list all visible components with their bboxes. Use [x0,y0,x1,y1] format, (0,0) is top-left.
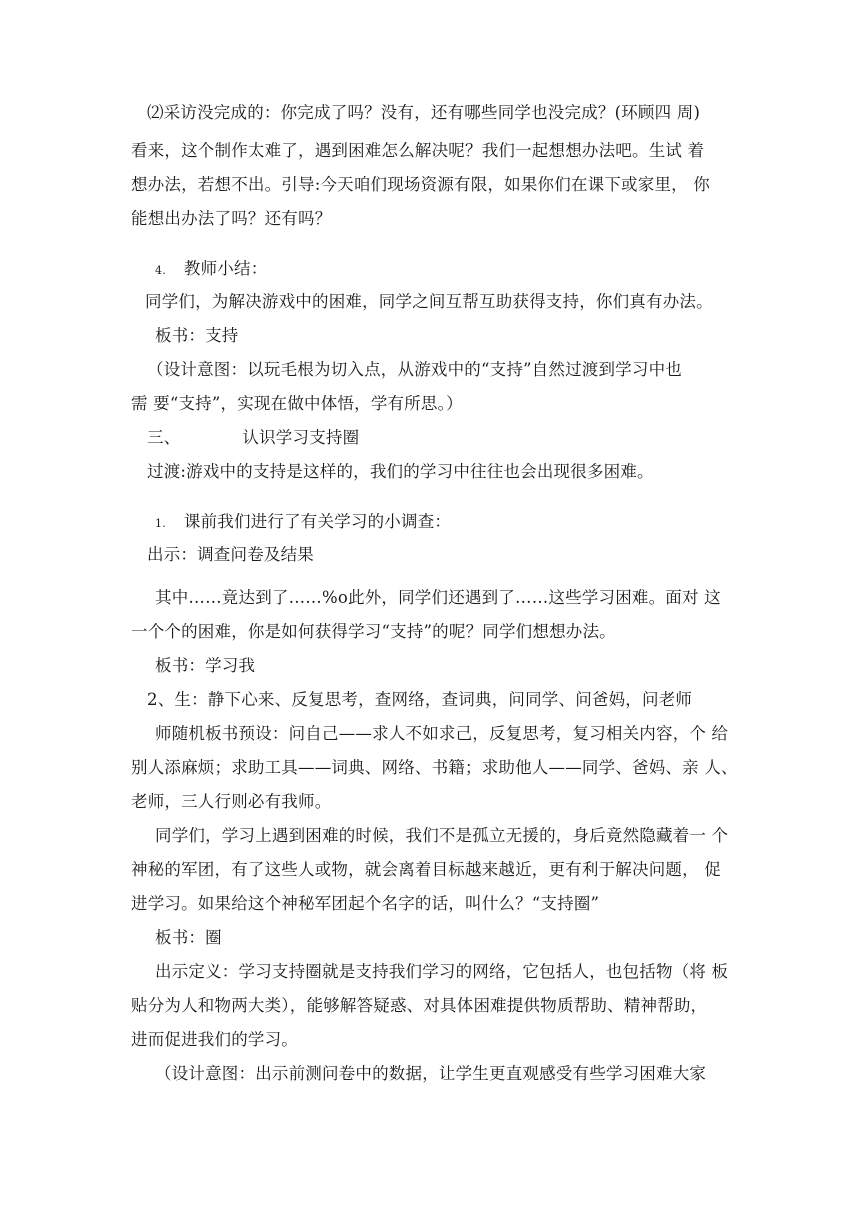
text-line: 同学们，为解决游戏中的困难，同学之间互帮互助获得支持，你们真有办法。 [145,292,713,311]
list-item-text: 课前我们进行了有关学习的小调查： [183,512,452,531]
text-line: ⑵采访没完成的：你完成了吗？没有，还有哪些同学也没完成？(环顾四 周) [147,103,701,122]
text-line: 贴分为人和物两大类），能够解答疑惑、对具体困难提供物质帮助、精神帮助， [131,996,708,1015]
text-line: 需 要“支持”，实现在做中体悟，学有所思。） [131,394,463,413]
text-line: 老师，三人行则必有我师。 [131,792,332,811]
list-number: 1. [155,517,166,530]
section-title: 认识学习支持圈 [242,428,360,447]
text-line: 神秘的军团，有了这些人或物，就会离着目标越来越近，更有利于解决问题， 促 [131,860,721,879]
text-line: 出示定义：学习支持圈就是支持我们学习的网络，它包括人，也包括物（将 板 [155,962,729,981]
text-line: 进学习。如果给这个神秘军团起个名字的话，叫什么？“支持圈” [131,894,600,913]
blackboard-note: 板书：支持 [155,326,239,345]
section-heading [147,426,359,450]
section-number: 三、 [147,428,181,447]
blackboard-note: 板书：学习我 [155,656,256,675]
design-intent: （设计意图：以玩毛根为切入点，从游戏中的“支持”自然过渡到学习中也 [147,360,682,379]
text-line: 别人添麻烦；求助工具——词典、网络、书籍；求助他人——同学、爸妈、亲 人、 [131,758,738,777]
text-line: 2、生：静下心来、反复思考，查网络，查词典，问同学、问爸妈，问老师 [147,690,693,709]
text-line: 想办法，若想不出。引导:今天咱们现场资源有限，如果你们在课下或家里， 你 [131,175,711,194]
list-item [155,257,267,283]
text-line: 出示：调查问卷及结果 [147,545,314,564]
list-item [155,510,451,536]
list-number: 4. [155,264,166,277]
text-line: 师随机板书预设：问自己——求人不如求己，反复思考，复习相关内容，个 给 [155,724,729,743]
text-line: 其中……竟达到了……%o此外，同学们还遇到了……这些学习困难。面对 这 [155,588,721,607]
design-intent: （设计意图：出示前测问卷中的数据，让学生更直观感受有些学习困难大家 [155,1064,707,1083]
text-line: 同学们，学习上遇到困难的时候，我们不是孤立无援的，身后竟然隐藏着一 个 [155,826,729,845]
text-line: 能想出办法了吗？还有吗？ [131,209,332,228]
list-item-text: 教师小结： [183,259,268,278]
text-line: 过渡:游戏中的支持是这样的，我们的学习中往往也会出现很多困难。 [147,462,654,481]
text-line: 进而促进我们的学习。 [131,1030,298,1049]
text-line: 看来，这个制作太难了，遇到困难怎么解决呢？我们一起想想办法吧。生试 着 [131,141,705,160]
text-line: 一个个的困难，你是如何获得学习“支持”的呢？同学们想想办法。 [131,622,616,641]
blackboard-note: 板书：圈 [155,928,222,947]
